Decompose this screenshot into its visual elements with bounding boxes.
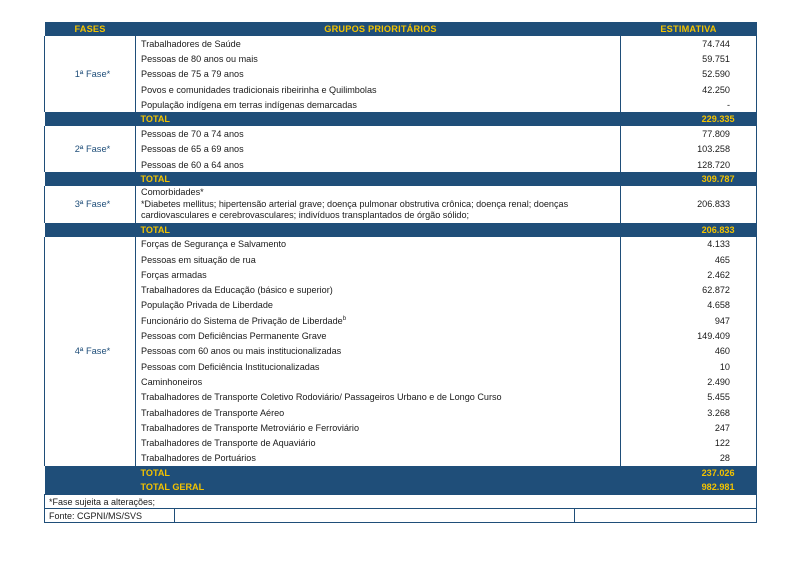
group-name: Pessoas de 80 anos ou mais <box>141 53 258 64</box>
group-cell <box>136 237 621 252</box>
table-row <box>45 97 757 112</box>
group-name: População indígena em terras indígenas demarcadas <box>141 99 357 110</box>
group-name: Trabalhadores da Educação (básico e superior) <box>141 285 333 296</box>
table-row <box>45 36 757 51</box>
table-row <box>45 186 757 222</box>
table-row <box>45 237 757 252</box>
group-name: Forças armadas <box>141 269 207 280</box>
estimate-value: 59.751 <box>621 51 757 66</box>
table-row <box>45 267 757 282</box>
phase-label: 3ª Fase* <box>45 186 136 222</box>
estimate-value: - <box>621 97 757 112</box>
group-name: Pessoas com Deficiências Permanente Grave <box>141 331 327 342</box>
estimate-value: 103.258 <box>621 142 757 157</box>
estimate-value: 62.872 <box>621 282 757 297</box>
estimate-value: 2.462 <box>621 267 757 282</box>
group-name: Pessoas em situação de rua <box>141 254 256 265</box>
table-row <box>45 451 757 466</box>
group-cell <box>136 252 621 267</box>
group-name: Trabalhadores de Portuários <box>141 453 256 464</box>
total-blank-cell <box>45 223 136 237</box>
group-cell <box>136 298 621 313</box>
group-name: Trabalhadores de Transporte Metroviário e Ferroviário <box>141 422 360 433</box>
group-cell <box>136 126 621 141</box>
table-row <box>45 313 757 328</box>
estimate-value: 5.455 <box>621 390 757 405</box>
estimate-value: 28 <box>621 451 757 466</box>
estimate-value: 3.268 <box>621 405 757 420</box>
notes-table <box>44 494 757 523</box>
source-row <box>45 509 757 523</box>
group-cell <box>136 36 621 51</box>
group-cell <box>136 67 621 82</box>
group-title: Comorbidades* <box>141 187 204 198</box>
group-name: Trabalhadores de Transporte de Aquaviário <box>141 438 316 449</box>
table-row <box>45 359 757 374</box>
phase-label: 1ª Fase* <box>45 36 136 112</box>
table-row <box>45 142 757 157</box>
table-row <box>45 390 757 405</box>
table-row <box>45 51 757 66</box>
group-cell <box>136 328 621 343</box>
group-name: População Privada de Liberdade <box>141 300 273 311</box>
group-cell <box>136 344 621 359</box>
estimate-value: 74.744 <box>621 36 757 51</box>
estimate-value: 42.250 <box>621 82 757 97</box>
group-name: Forças de Segurança e Salvamento <box>141 239 287 250</box>
estimate-value: 52.590 <box>621 67 757 82</box>
group-cell <box>136 267 621 282</box>
total-blank-cell <box>45 112 136 126</box>
total-label: TOTAL <box>136 466 621 480</box>
group-name: Caminhoneiros <box>141 376 203 387</box>
estimate-value: 465 <box>621 252 757 267</box>
group-name: Trabalhadores de Saúde <box>141 38 241 49</box>
group-name: Pessoas com 60 anos ou mais institucionalizadas <box>141 346 342 357</box>
group-name: Pessoas de 65 a 69 anos <box>141 144 244 155</box>
estimate-value: 247 <box>621 420 757 435</box>
group-name: Trabalhadores de Transporte Aéreo <box>141 407 285 418</box>
group-cell <box>136 390 621 405</box>
table-header-row <box>45 22 757 36</box>
estimate-value: 77.809 <box>621 126 757 141</box>
group-cell <box>136 374 621 389</box>
estimate-value: 947 <box>621 313 757 328</box>
total-row <box>45 223 757 237</box>
total-blank-cell <box>45 466 136 480</box>
total-row <box>45 112 757 126</box>
table-row <box>45 252 757 267</box>
group-cell <box>136 451 621 466</box>
group-cell <box>136 142 621 157</box>
total-value: 206.833 <box>621 223 757 237</box>
group-cell <box>136 359 621 374</box>
table-row <box>45 405 757 420</box>
total-value: 237.026 <box>621 466 757 480</box>
estimate-value: 128.720 <box>621 157 757 172</box>
header-fases: FASES <box>45 22 136 36</box>
group-cell <box>136 405 621 420</box>
group-cell <box>136 282 621 297</box>
grand-total-blank-cell <box>45 480 136 494</box>
total-label: TOTAL <box>136 112 621 126</box>
table-row <box>45 420 757 435</box>
estimate-value: 206.833 <box>621 186 757 222</box>
table-row <box>45 328 757 343</box>
group-name: Funcionário do Sistema de Privação de Liberdade <box>141 315 343 326</box>
source-blank-cell <box>175 509 575 523</box>
total-label: TOTAL <box>136 223 621 237</box>
total-row <box>45 466 757 480</box>
estimate-value: 149.409 <box>621 328 757 343</box>
header-estimativa: ESTIMATIVA <box>621 22 757 36</box>
estimate-value: 10 <box>621 359 757 374</box>
estimate-value: 4.658 <box>621 298 757 313</box>
vaccination-priority-table <box>44 22 757 494</box>
total-row <box>45 172 757 186</box>
footnote-text: *Fase sujeita a alterações; <box>45 495 757 509</box>
estimate-value: 2.490 <box>621 374 757 389</box>
group-cell <box>136 313 621 328</box>
group-cell <box>136 82 621 97</box>
table-row <box>45 435 757 450</box>
group-cell <box>136 435 621 450</box>
estimate-value: 122 <box>621 435 757 450</box>
group-cell <box>136 157 621 172</box>
phase-label: 2ª Fase* <box>45 126 136 172</box>
grand-total-row <box>45 480 757 494</box>
table-row <box>45 374 757 389</box>
group-name: Pessoas de 70 a 74 anos <box>141 129 244 140</box>
table-row <box>45 82 757 97</box>
group-cell <box>136 420 621 435</box>
group-cell <box>136 97 621 112</box>
table-row <box>45 67 757 82</box>
estimate-value: 460 <box>621 344 757 359</box>
group-name: Pessoas com Deficiência Institucionalizadas <box>141 361 320 372</box>
header-grupos: GRUPOS PRIORITÁRIOS <box>136 22 621 36</box>
group-name: Trabalhadores de Transporte Coletivo Rodoviário/ Passageiros Urbano e de Longo Curso <box>141 392 502 403</box>
group-name: Pessoas de 75 a 79 anos <box>141 69 244 80</box>
table-row <box>45 298 757 313</box>
source-text: Fonte: CGPNI/MS/SVS <box>45 509 175 523</box>
table-row <box>45 344 757 359</box>
footnote-marker: b <box>342 315 347 322</box>
total-value: 309.787 <box>621 172 757 186</box>
table-body <box>45 36 757 494</box>
grand-total-value: 982.981 <box>621 480 757 494</box>
group-description: *Diabetes mellitus; hipertensão arterial grave; doença pulmonar obstrutiva crônica; doença renal; doenças cardiovasculares e cerebrovasculares; indivíduos transplantados de órgão sólido; <box>141 198 569 221</box>
total-value: 229.335 <box>621 112 757 126</box>
table-row <box>45 126 757 141</box>
phase-label: 4ª Fase* <box>45 237 136 466</box>
estimate-value: 4.133 <box>621 237 757 252</box>
table-row <box>45 282 757 297</box>
table-row <box>45 157 757 172</box>
footnote-row <box>45 495 757 509</box>
grand-total-label: TOTAL GERAL <box>136 480 621 494</box>
group-cell <box>136 186 621 222</box>
group-cell <box>136 51 621 66</box>
group-name: Povos e comunidades tradicionais ribeirinha e Quilimbolas <box>141 84 377 95</box>
total-label: TOTAL <box>136 172 621 186</box>
source-blank-cell-2 <box>575 509 757 523</box>
group-name: Pessoas de 60 a 64 anos <box>141 159 244 170</box>
total-blank-cell <box>45 172 136 186</box>
